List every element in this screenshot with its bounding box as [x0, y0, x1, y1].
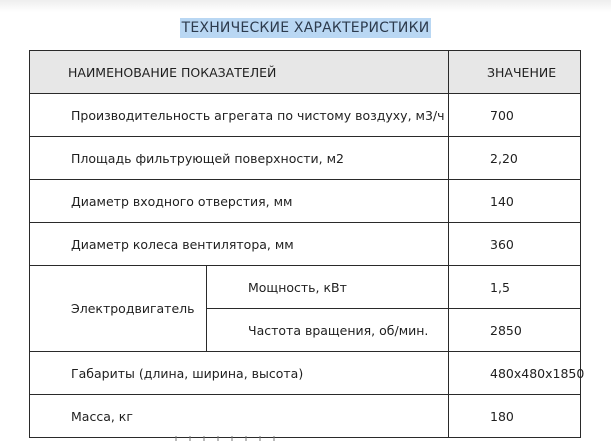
row-value-cell: 360: [449, 223, 581, 266]
header-name-cell: НАИМЕНОВАНИЕ ПОКАЗАТЕЛЕЙ: [30, 51, 449, 94]
row-name-cell: Диаметр колеса вентилятора, мм: [30, 223, 449, 266]
row-value-cell: 180: [449, 395, 581, 438]
subrow-name-cell: Мощность, кВт: [207, 266, 449, 309]
row-name-cell: Производительность агрегата по чистому воздуху, м3/ч: [30, 94, 449, 137]
row-name-cell: Диаметр входного отверстия, мм: [30, 180, 449, 223]
table-row: [30, 137, 581, 180]
title-container: [0, 17, 611, 38]
row-value-cell: 2,20: [449, 137, 581, 180]
row-value-cell: 140: [449, 180, 581, 223]
table-row: [30, 94, 581, 137]
header-value-cell: ЗНАЧЕНИЕ: [449, 51, 581, 94]
specs-table: [29, 50, 585, 438]
subrow-value-cell: 2850: [449, 309, 581, 352]
subrow-name-cell: Частота вращения, об/мин.: [207, 309, 449, 352]
table-row: [30, 395, 581, 438]
table-header-row: [30, 51, 581, 94]
table-row: [30, 180, 581, 223]
table-row-group-first: [30, 266, 581, 309]
subrow-value-cell: 1,5: [449, 266, 581, 309]
document-title: ТЕХНИЧЕСКИЕ ХАРАКТЕРИСТИКИ: [181, 20, 430, 36]
row-name-cell: Площадь фильтрующей поверхности, м2: [30, 137, 449, 180]
row-value-cell: 700: [449, 94, 581, 137]
row-name-cell: Масса, кг: [30, 395, 449, 438]
group-name-cell: Электродвигатель: [30, 266, 207, 352]
cut-off-text-remnant: [175, 436, 285, 441]
table-row: [30, 223, 581, 266]
top-shadow: [0, 0, 611, 12]
row-value-cell: 480x480x1850: [449, 352, 581, 395]
row-name-cell: Габариты (длина, ширина, высота): [30, 352, 449, 395]
table-row: [30, 352, 581, 395]
